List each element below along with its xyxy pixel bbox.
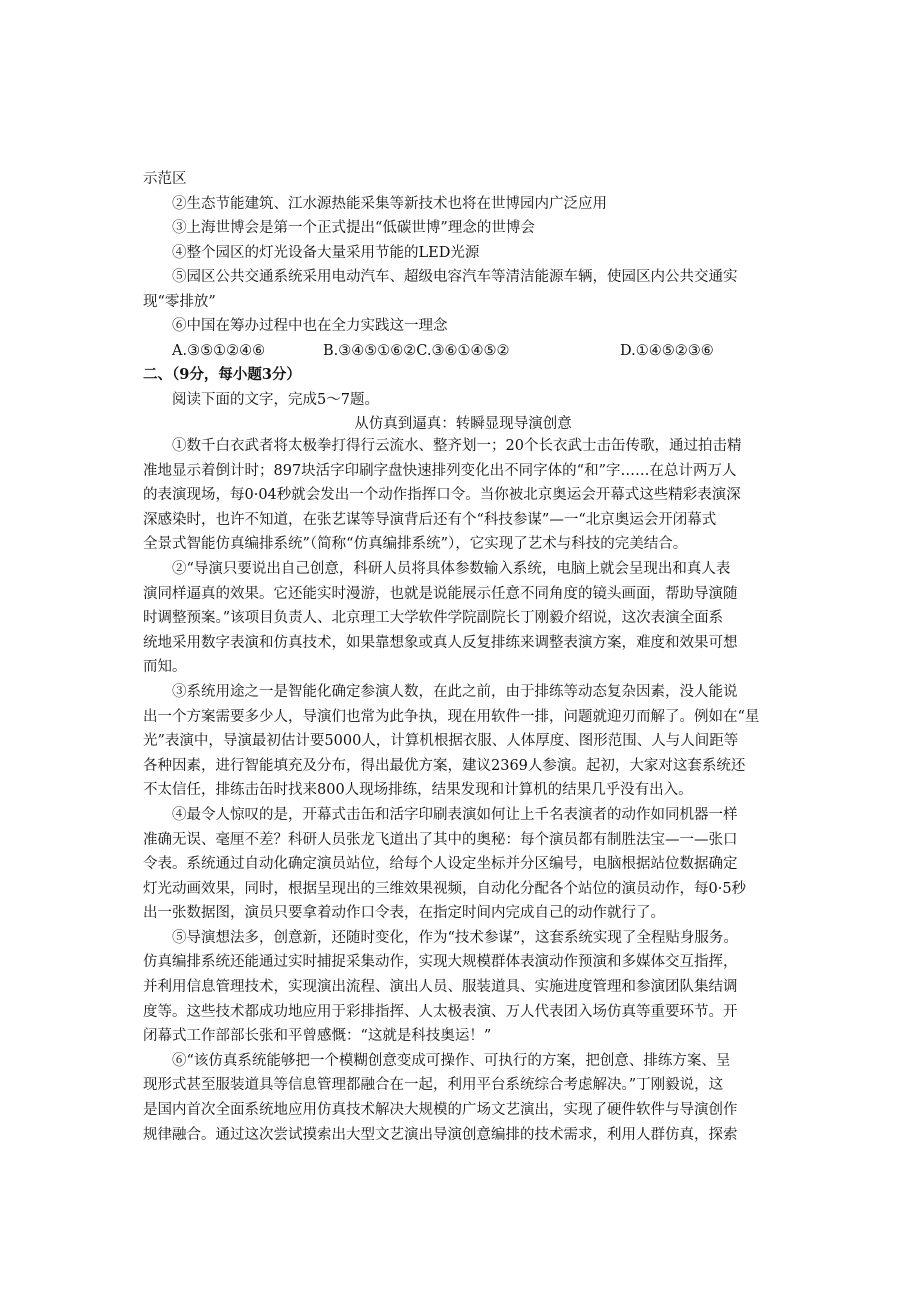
- text-line: 深感染时，也许不知道，在张艺谋等导演背后还有个“科技参谋”—一“北京奥运会开闭幕式: [143, 511, 717, 528]
- text-line: 而知。: [143, 659, 187, 676]
- text-line: ⑤园区公共交通系统采用电动汽车、超级电容汽车等清洁能源车辆，使园区内公共交通实: [172, 269, 738, 285]
- text-line: ④最令人惊叹的是，开幕式击缶和活字印刷表演如何让上千名表演者的动作如同机器一样: [172, 806, 738, 823]
- article-body: [143, 434, 783, 1147]
- text-line: 不太信任，排练击缶时找来800人现场排练，结果发现和计算机的结果几乎没有出入。: [143, 782, 693, 799]
- text-line: 示范区: [143, 171, 187, 187]
- article-title: 从仿真到逼真：转瞬显现导演创意: [354, 416, 572, 432]
- option-a: A.③⑤①②④⑥: [172, 342, 266, 359]
- text-line: 全景式智能仿真编排系统”（简称“仿真编排系统”），它实现了艺术与科技的完美结合。: [143, 536, 688, 553]
- text-line: ②“导演只要说出自己创意，科研人员将具体参数输入系统，电脑上就会呈现出和真人表: [172, 560, 731, 577]
- text-line: 准确无误、毫厘不差？科研人员张龙飞道出了其中的奥秘：每个演员都有制胜法宝—一—张口: [143, 831, 738, 848]
- text-line: 各种因素，进行智能填充及分布，得出最优方案，建议2369人参演。起初，大家对这套系统还: [143, 757, 746, 774]
- section-header: 二、（9分，每小题3分）: [143, 366, 301, 383]
- paragraph-3: [143, 680, 783, 803]
- text-line: 度等。这些技术都成功地应用于彩排指挥、人太极表演、万人代表团入场仿真等重要环节。开: [143, 1003, 738, 1020]
- paragraph-2: [143, 557, 783, 680]
- text-line: ④整个园区的灯光设备大量采用节能的LED光源: [172, 244, 480, 261]
- paragraph-6: [143, 1049, 783, 1147]
- text-line: ②生态节能建筑、江水源热能采集等新技术也将在世博园内广泛应用: [172, 195, 607, 212]
- text-line: 是国内首次全面系统地应用仿真技术解决大规模的广场文艺演出，实现了硬件软件与导演创作: [143, 1102, 738, 1119]
- text-line: ⑥中国在筹办过程中也在全力实践这一理念: [172, 318, 448, 334]
- option-d: D.①④⑤②③⑥: [620, 342, 714, 359]
- text-line: 灯光动画效果，同时，根据呈现出的三维效果视频，自动化分配各个站位的演员动作，每0·5秒: [143, 880, 747, 897]
- text-line: 现“零排放”: [143, 293, 216, 310]
- text-line: 的表演现场，每0·04秒就会发出一个动作指挥口令。当你被北京奥运会开幕式这些精彩表演深: [143, 487, 741, 504]
- paragraph-5: [143, 926, 783, 1049]
- text-line: ③上海世博会是第一个正式提出“低碳世博”理念的世博会: [172, 220, 535, 236]
- text-line: 令表。系统通过自动化确定演员站位，给每个人设定坐标并分区编号，电脑根据站位数据确定: [143, 856, 738, 873]
- text-line: 光”表演中，导演最初估计要5000人，计算机根据衣服、人体厚度、图形范围、人与人间距等: [143, 733, 739, 750]
- text-line: 统地采用数字表演和仿真技术，如果靠想象或真人反复排练来调整表演方案，难度和效果可想: [143, 634, 738, 651]
- text-line: ⑤导演想法多，创意新，还随时变化，作为“技术参谋”，这套系统实现了全程贴身服务。: [172, 929, 738, 946]
- text-line: ①数千白衣武者将太极拳打得行云流水、整齐划一；20个长衣武士击缶传歌，通过拍击精: [172, 438, 742, 454]
- answer-options: [143, 339, 783, 364]
- paragraph-4: [143, 803, 783, 926]
- text-line: 现形式甚至服装道具等信息管理都融合在一起，利用平台系统综合考虑解决。”丁刚毅说，这: [143, 1077, 724, 1094]
- text-line: 时调整预案。”该项目负责人、北京理工大学软件学院副院长丁刚毅介绍说，这次表演全面系: [143, 610, 724, 627]
- question-4-continuation: [143, 167, 783, 437]
- option-b-c: B.③④⑤①⑥②C.③⑥①④⑤②: [323, 342, 510, 359]
- text-line: 仿真编排系统还能通过实时捕捉采集动作，实现大规模群体表演动作预演和多媒体交互指挥，: [143, 954, 738, 971]
- text-line: 并利用信息管理技术，实现演出流程、演出人员、服装道具、实施进度管理和参演团队集结调: [143, 979, 738, 996]
- instruction: 阅读下面的文字，完成5～7题。: [172, 391, 379, 408]
- paragraph-1: [143, 434, 783, 557]
- text-line: 准地显示着倒计时；897块活字印刷字盘快速排列变化出不同字体的“和”字……在总计两万人: [143, 462, 737, 479]
- text-line: 规律融合。通过这次尝试摸索出大型文艺演出导演创意编排的技术需求，利用人群仿真，探索: [143, 1126, 738, 1143]
- text-line: ③系统用途之一是智能化确定参演人数，在此之前，由于排练等动态复杂因素，没人能说: [172, 683, 738, 700]
- text-line: 出一张数据图，演员只要拿着动作口令表，在指定时间内完成自己的动作就行了。: [143, 905, 665, 922]
- text-line: ⑥“该仿真系统能够把一个模糊创意变成可操作、可执行的方案，把创意、排练方案、呈: [172, 1052, 731, 1069]
- text-line: 闭幕式工作部部长张和平曾感慨：“这就是科技奥运！”: [143, 1028, 492, 1045]
- text-line: 演同样逼真的效果。它还能实时漫游，也就是说能展示任意不同角度的镜头画面，帮助导演随: [143, 585, 738, 602]
- text-line: 出一个方案需要多少人，导演们也常为此争执，现在用软件一排，问题就迎刃而解了。例如在“星: [143, 708, 760, 725]
